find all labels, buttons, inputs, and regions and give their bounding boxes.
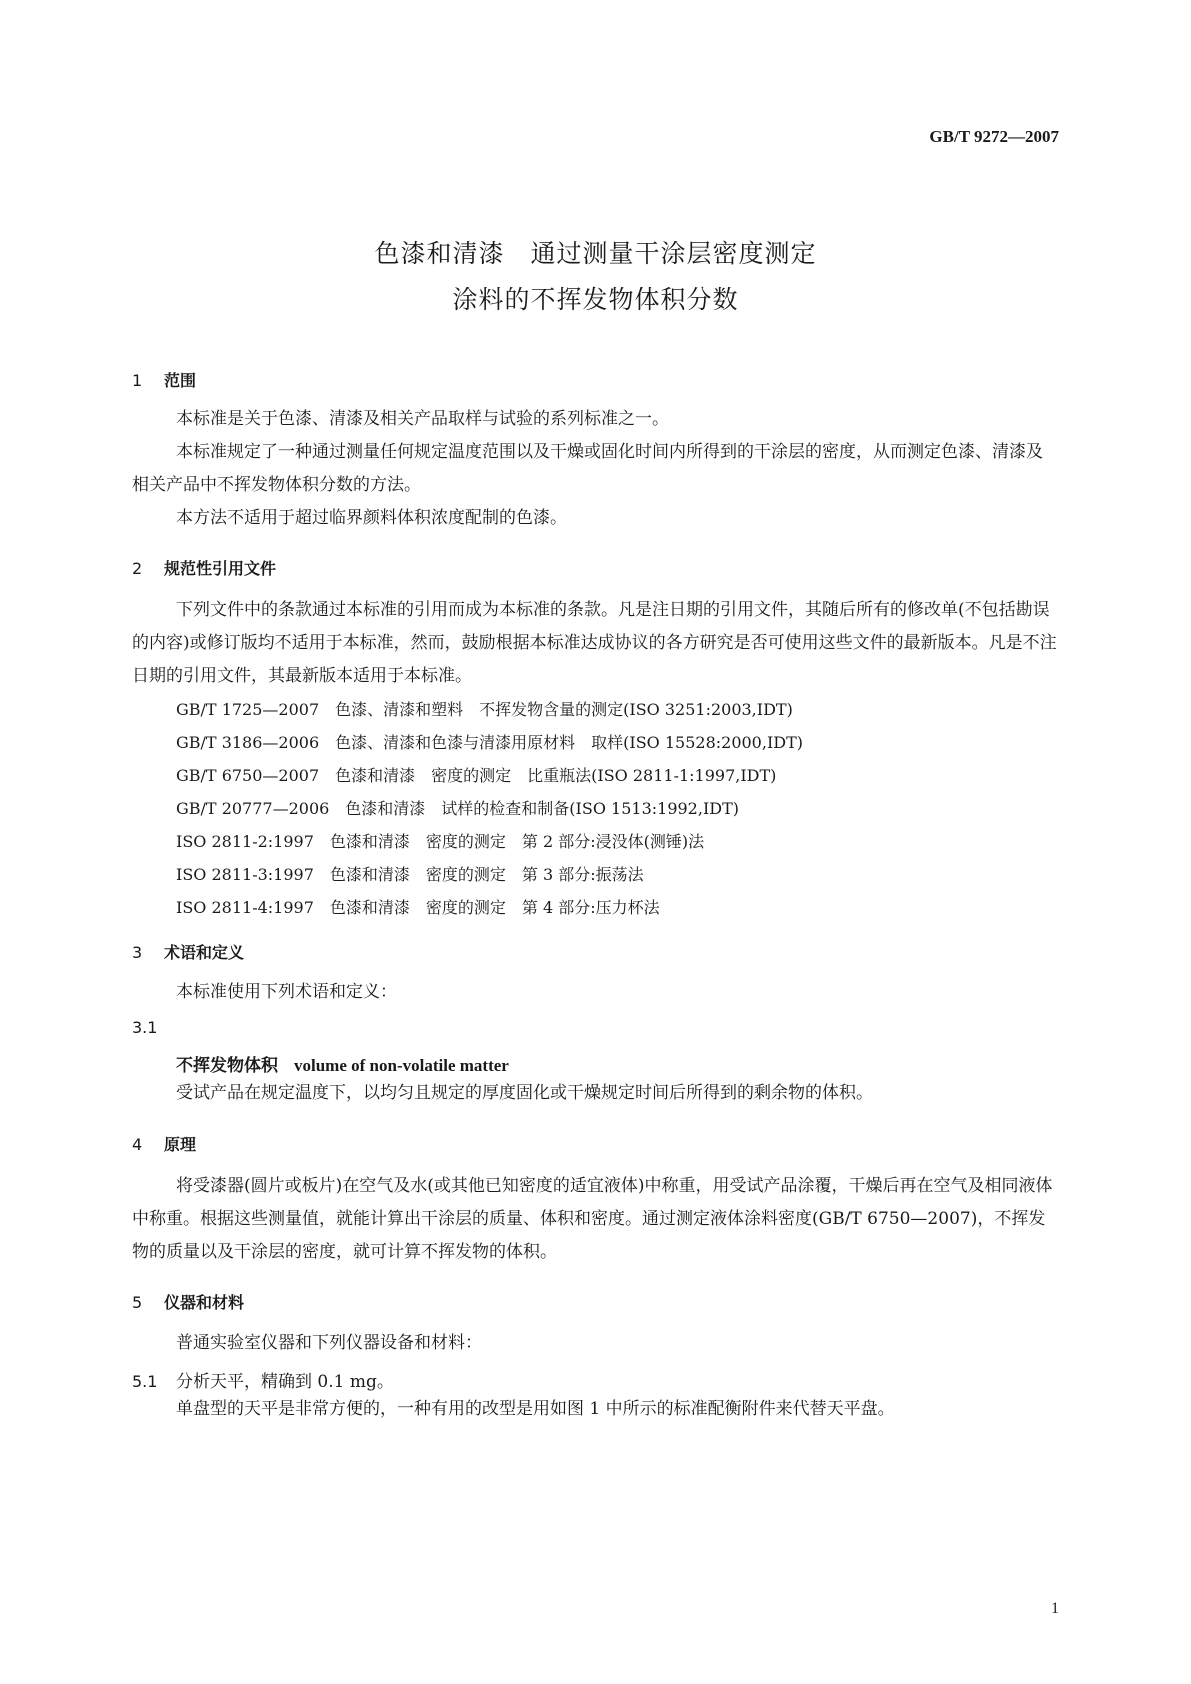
section-number: 3 <box>132 943 143 962</box>
section-title: 原理 <box>164 1135 197 1154</box>
section-number: 4 <box>132 1135 143 1154</box>
section-title: 规范性引用文件 <box>164 559 277 578</box>
paragraph: 本标准是关于色漆、清漆及相关产品取样与试验的系列标准之一。 <box>176 409 669 429</box>
section-2-heading <box>132 556 276 579</box>
standard-number: GB/T 9272—2007 <box>929 127 1059 146</box>
section-4-heading <box>132 1132 196 1155</box>
document-title-line-2: 涂料的不挥发物体积分数 <box>452 285 739 314</box>
section-5-heading <box>132 1290 244 1313</box>
section-1-heading <box>132 368 196 391</box>
paragraph: 单盘型的天平是非常方便的，一种有用的改型是用如图 1 中所示的标准配衡附件来代替天平盘。 <box>176 1399 895 1419</box>
term-english: volume of non-volatile matter <box>294 1056 509 1075</box>
section-title: 范围 <box>164 371 197 390</box>
paragraph: 将受漆器(圆片或板片)在空气及水(或其他已知密度的适宜液体)中称重，用受试产品涂覆，干燥后再在空气及相同液体中称重。根据这些测量值，就能计算出干涂层的质量、体积和密度。通过测定液体涂料密度(GB/T 6750—2007)，不挥发物的质量以及干涂层的密度，就可计算不挥发物的体积。 <box>132 1176 1053 1262</box>
reference-item: ISO 2811-2:1997 色漆和清漆 密度的测定 第 2 部分:浸没体(测锤)法 <box>176 832 705 851</box>
paragraph: 普通实验室仪器和下列仪器设备和材料： <box>176 1333 482 1353</box>
reference-item: ISO 2811-3:1997 色漆和清漆 密度的测定 第 3 部分:振荡法 <box>176 865 644 884</box>
section-number: 5 <box>132 1293 143 1312</box>
term-chinese: 不挥发物体积 <box>176 1056 278 1076</box>
reference-item: GB/T 3186—2006 色漆、清漆和色漆与清漆用原材料 取样(ISO 15528:2000,IDT) <box>176 733 804 752</box>
section-number: 1 <box>132 371 143 390</box>
item-5-1 <box>132 1367 394 1392</box>
section-title: 仪器和材料 <box>164 1293 245 1312</box>
term-definition: 受试产品在规定温度下，以均匀且规定的厚度固化或干燥规定时间后所得到的剩余物的体积。 <box>176 1083 873 1103</box>
term-entry <box>176 1051 509 1076</box>
paragraph: 下列文件中的条款通过本标准的引用而成为本标准的条款。凡是注日期的引用文件，其随后所有的修改单(不包括勘误的内容)或修订版均不适用于本标准，然而，鼓励根据本标准达成协议的各方研究是否可使用这些文件的最新版本。凡是不注日期的引用文件，其最新版本适用于本标准。 <box>132 600 1057 686</box>
section-3-heading <box>132 940 244 963</box>
page-number: 1 <box>1051 1600 1059 1617</box>
paragraph: 本标准规定了一种通过测量任何规定温度范围以及干燥或固化时间内所得到的干涂层的密度，从而测定色漆、清漆及相关产品中不挥发物体积分数的方法。 <box>132 442 1043 495</box>
paragraph: 本方法不适用于超过临界颜料体积浓度配制的色漆。 <box>176 508 567 528</box>
item-number: 5.1 <box>132 1372 158 1391</box>
section-title: 术语和定义 <box>164 943 245 962</box>
section-number: 2 <box>132 559 143 578</box>
reference-item: ISO 2811-4:1997 色漆和清漆 密度的测定 第 4 部分:压力杯法 <box>176 898 660 917</box>
reference-item: GB/T 1725—2007 色漆、清漆和塑料 不挥发物含量的测定(ISO 3251:2003,IDT) <box>176 700 793 719</box>
subclause-number: 3.1 <box>132 1018 158 1037</box>
item-text: 分析天平，精确到 0.1 mg。 <box>176 1372 394 1392</box>
document-title-line-1: 色漆和清漆 通过测量干涂层密度测定 <box>374 239 817 268</box>
reference-item: GB/T 6750—2007 色漆和清漆 密度的测定 比重瓶法(ISO 2811-1:1997,IDT) <box>176 766 777 785</box>
reference-item: GB/T 20777—2006 色漆和清漆 试样的检查和制备(ISO 1513:1992,IDT) <box>176 799 740 818</box>
paragraph: 本标准使用下列术语和定义： <box>176 982 397 1002</box>
